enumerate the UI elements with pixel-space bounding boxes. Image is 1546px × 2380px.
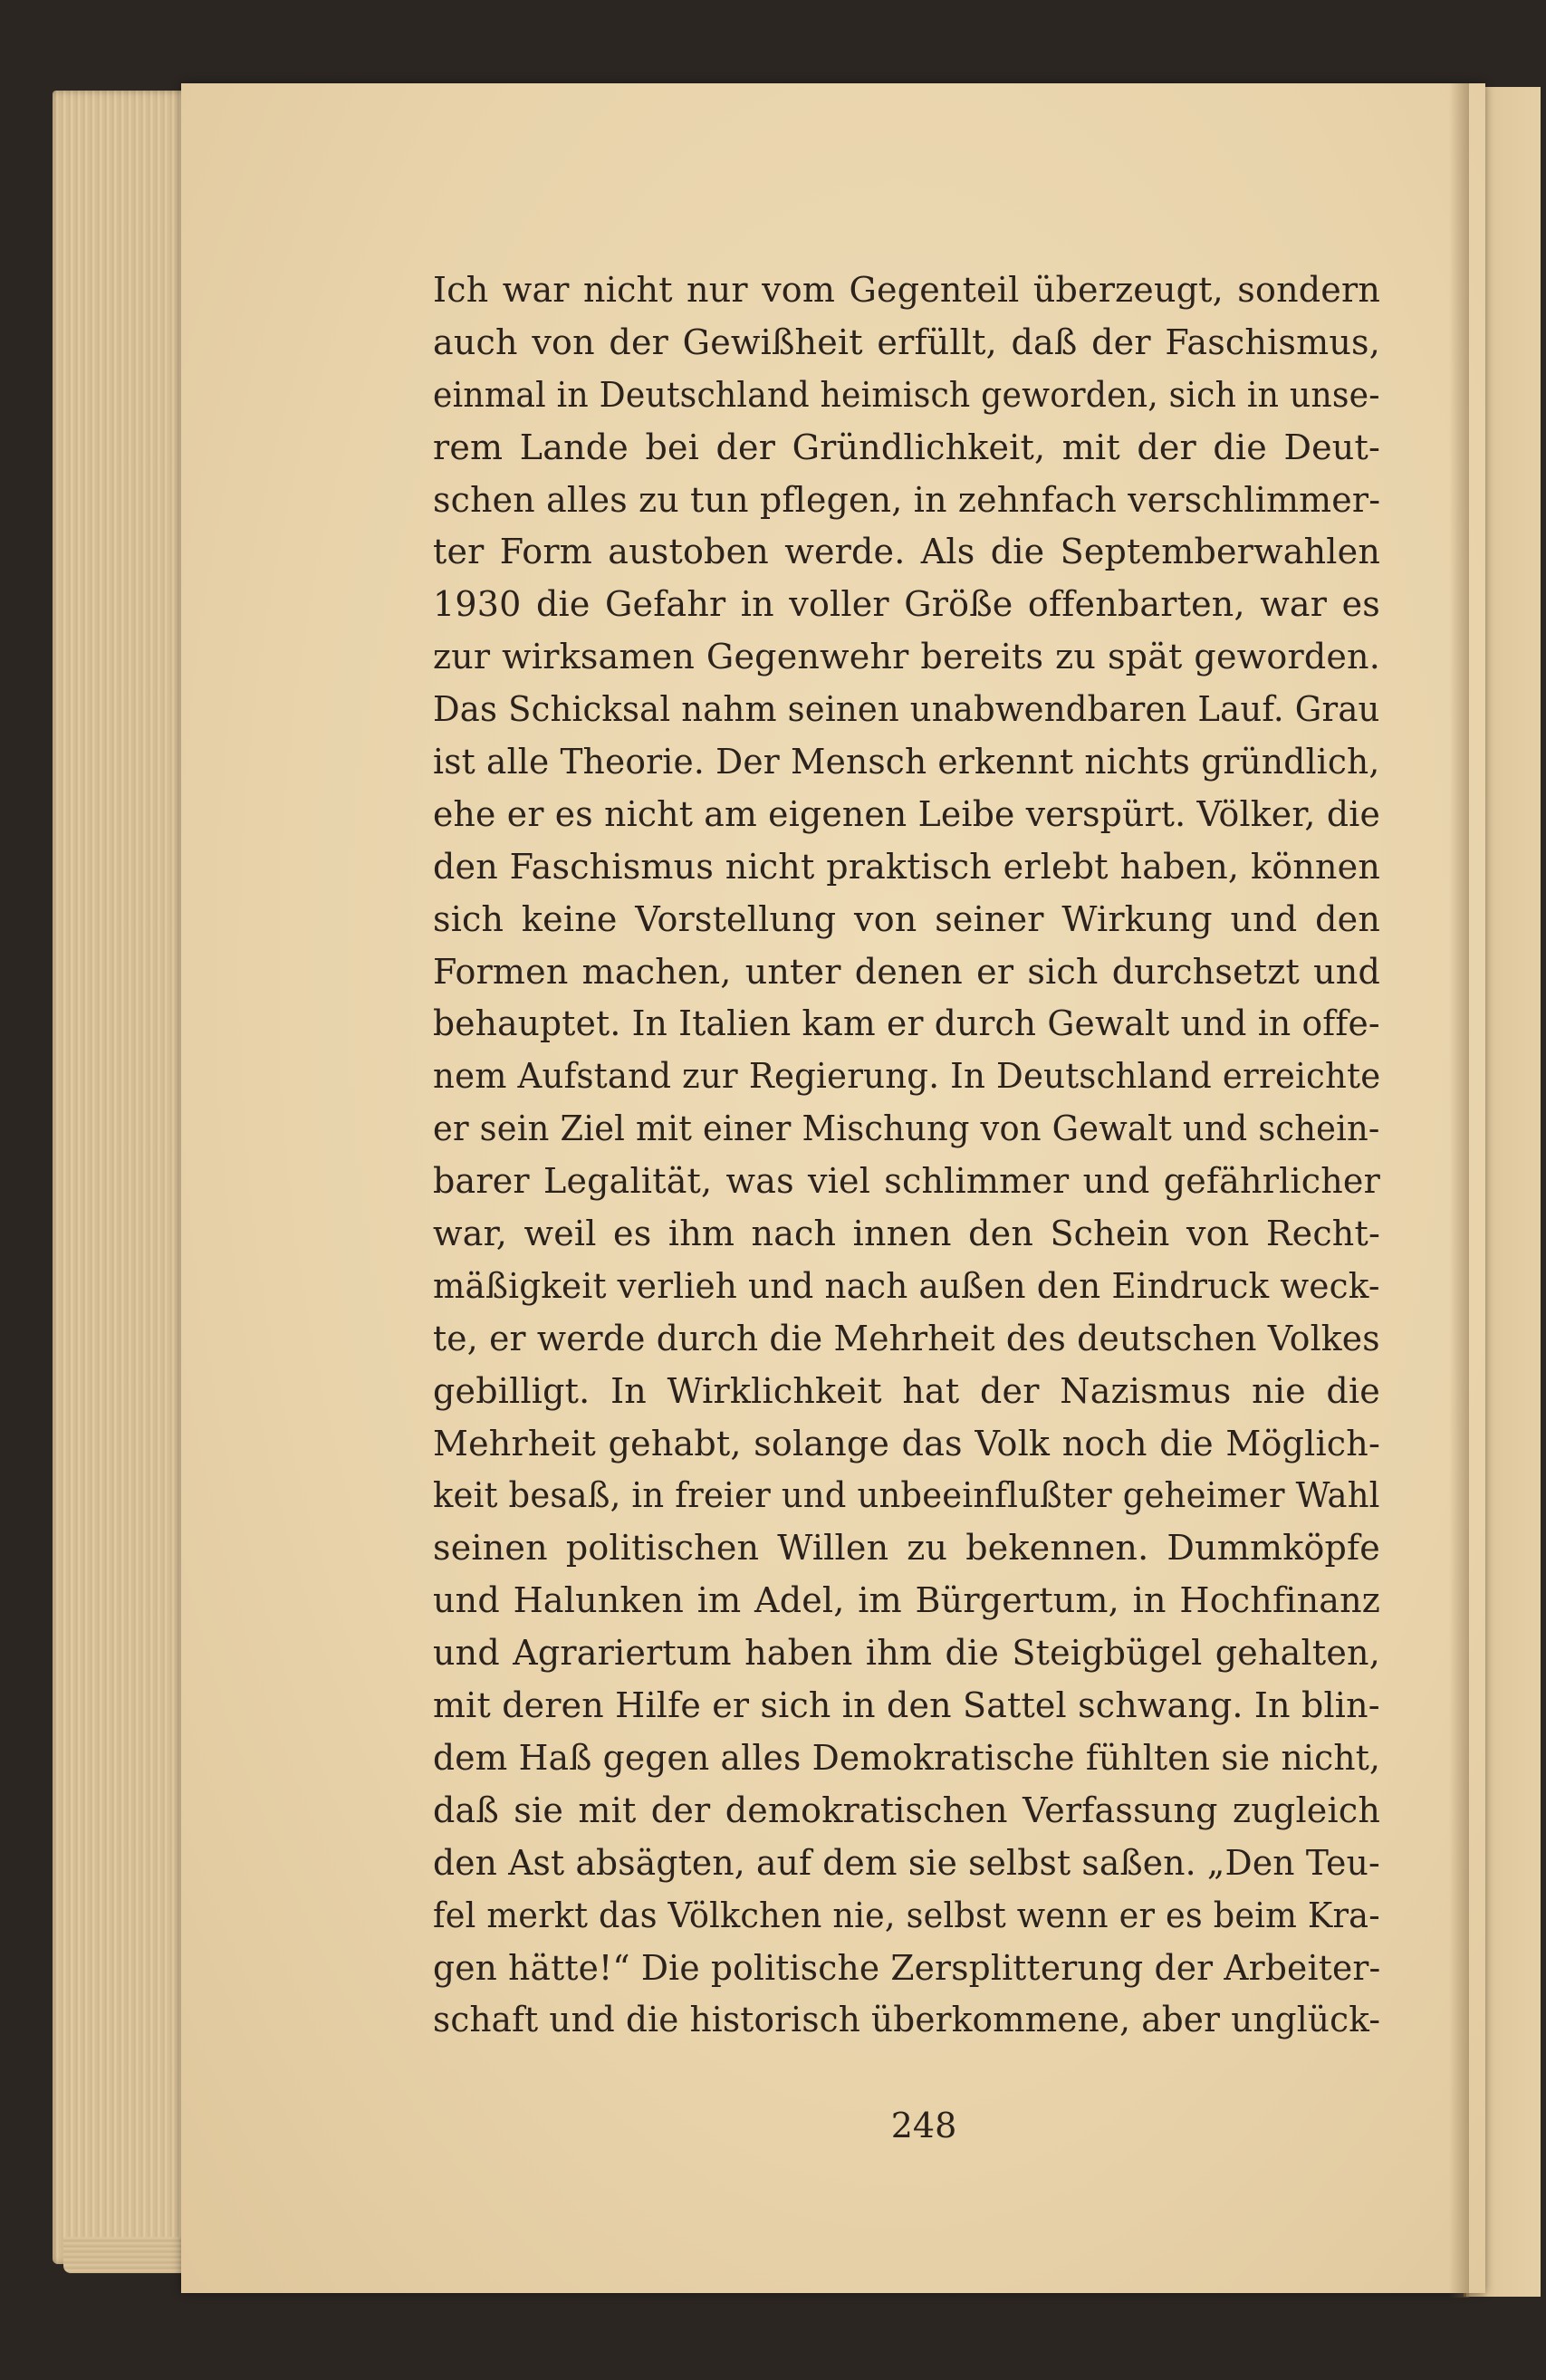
text-line: nem Aufstand zur Regierung. In Deutschland erreichte	[433, 1056, 1380, 1097]
text-line: rem Lande bei der Gründlichkeit, mit der die Deut-	[433, 427, 1380, 467]
text-line: schen alles zu tun pflegen, in zehnfach verschlimmer-	[433, 479, 1380, 520]
text-line: schaft und die historisch überkommene, aber unglück-	[433, 2000, 1380, 2040]
text-line: mäßigkeit verlieh und nach außen den Eindruck weck-	[433, 1265, 1380, 1306]
page-gutter	[1449, 83, 1469, 2298]
text-line: Formen machen, unter denen er sich durchsetzt und	[433, 951, 1380, 992]
text-line: ehe er es nicht am eigenen Leibe verspürt. Völker, die	[433, 793, 1380, 834]
text-line: gen hätte!“ Die politische Zersplitterung der Arbeiter-	[433, 1947, 1380, 1988]
text-line: daß sie mit der demokratischen Verfassung zugleich	[433, 1790, 1380, 1830]
text-line: ter Form austoben werde. Als die Septemberwahlen	[433, 532, 1380, 572]
text-line: und Halunken im Adel, im Bürgertum, in Hochfinanz	[433, 1580, 1380, 1621]
text-line: zur wirksamen Gegenwehr bereits zu spät geworden.	[433, 637, 1380, 677]
text-line: behauptet. In Italien kam er durch Gewalt und in offe-	[433, 1003, 1380, 1044]
text-line: gebilligt. In Wirklichkeit hat der Nazismus nie die	[433, 1370, 1380, 1411]
text-line: war, weil es ihm nach innen den Schein von Recht-	[433, 1214, 1380, 1254]
text-line: dem Haß gegen alles Demokratische fühlten sie nicht,	[433, 1737, 1380, 1778]
text-line: er sein Ziel mit einer Mischung von Gewalt und schein-	[433, 1108, 1380, 1149]
body-text	[433, 264, 1380, 2076]
text-line: mit deren Hilfe er sich in den Sattel schwang. In blin-	[433, 1685, 1380, 1726]
text-line: einmal in Deutschland heimisch geworden, sich in unse-	[433, 374, 1380, 415]
text-line: Mehrheit gehabt, solange das Volk noch die Möglich-	[433, 1423, 1380, 1464]
text-line: den Faschismus nicht praktisch erlebt haben, können	[433, 846, 1380, 887]
text-line: seinen politischen Willen zu bekennen. Dummköpfe	[433, 1528, 1380, 1569]
text-line: den Ast absägten, auf dem sie selbst saßen. „Den Teu-	[433, 1842, 1380, 1883]
text-line: te, er werde durch die Mehrheit des deutschen Volkes	[433, 1318, 1380, 1358]
text-line: keit besaß, in freier und unbeeinflußter geheimer Wahl	[433, 1475, 1380, 1516]
text-line: fel merkt das Völkchen nie, selbst wenn er es beim Kra-	[433, 1895, 1380, 1935]
text-line: Ich war nicht nur vom Gegenteil überzeugt, sondern	[433, 270, 1380, 310]
text-line: barer Legalität, was viel schlimmer und gefährlicher	[433, 1161, 1380, 1202]
text-line: Das Schicksal nahm seinen unabwendbaren Lauf. Grau	[433, 689, 1380, 730]
text-line: sich keine Vorstellung von seiner Wirkung und den	[433, 898, 1380, 939]
text-line: 1930 die Gefahr in voller Größe offenbarten, war es	[433, 584, 1380, 625]
page-number: 248	[890, 2106, 957, 2145]
text-line: und Agrariertum haben ihm die Steigbügel gehalten,	[433, 1633, 1380, 1674]
text-line: auch von der Gewißheit erfüllt, daß der Faschismus,	[433, 321, 1380, 362]
text-line: ist alle Theorie. Der Mensch erkennt nichts gründlich,	[433, 742, 1380, 782]
